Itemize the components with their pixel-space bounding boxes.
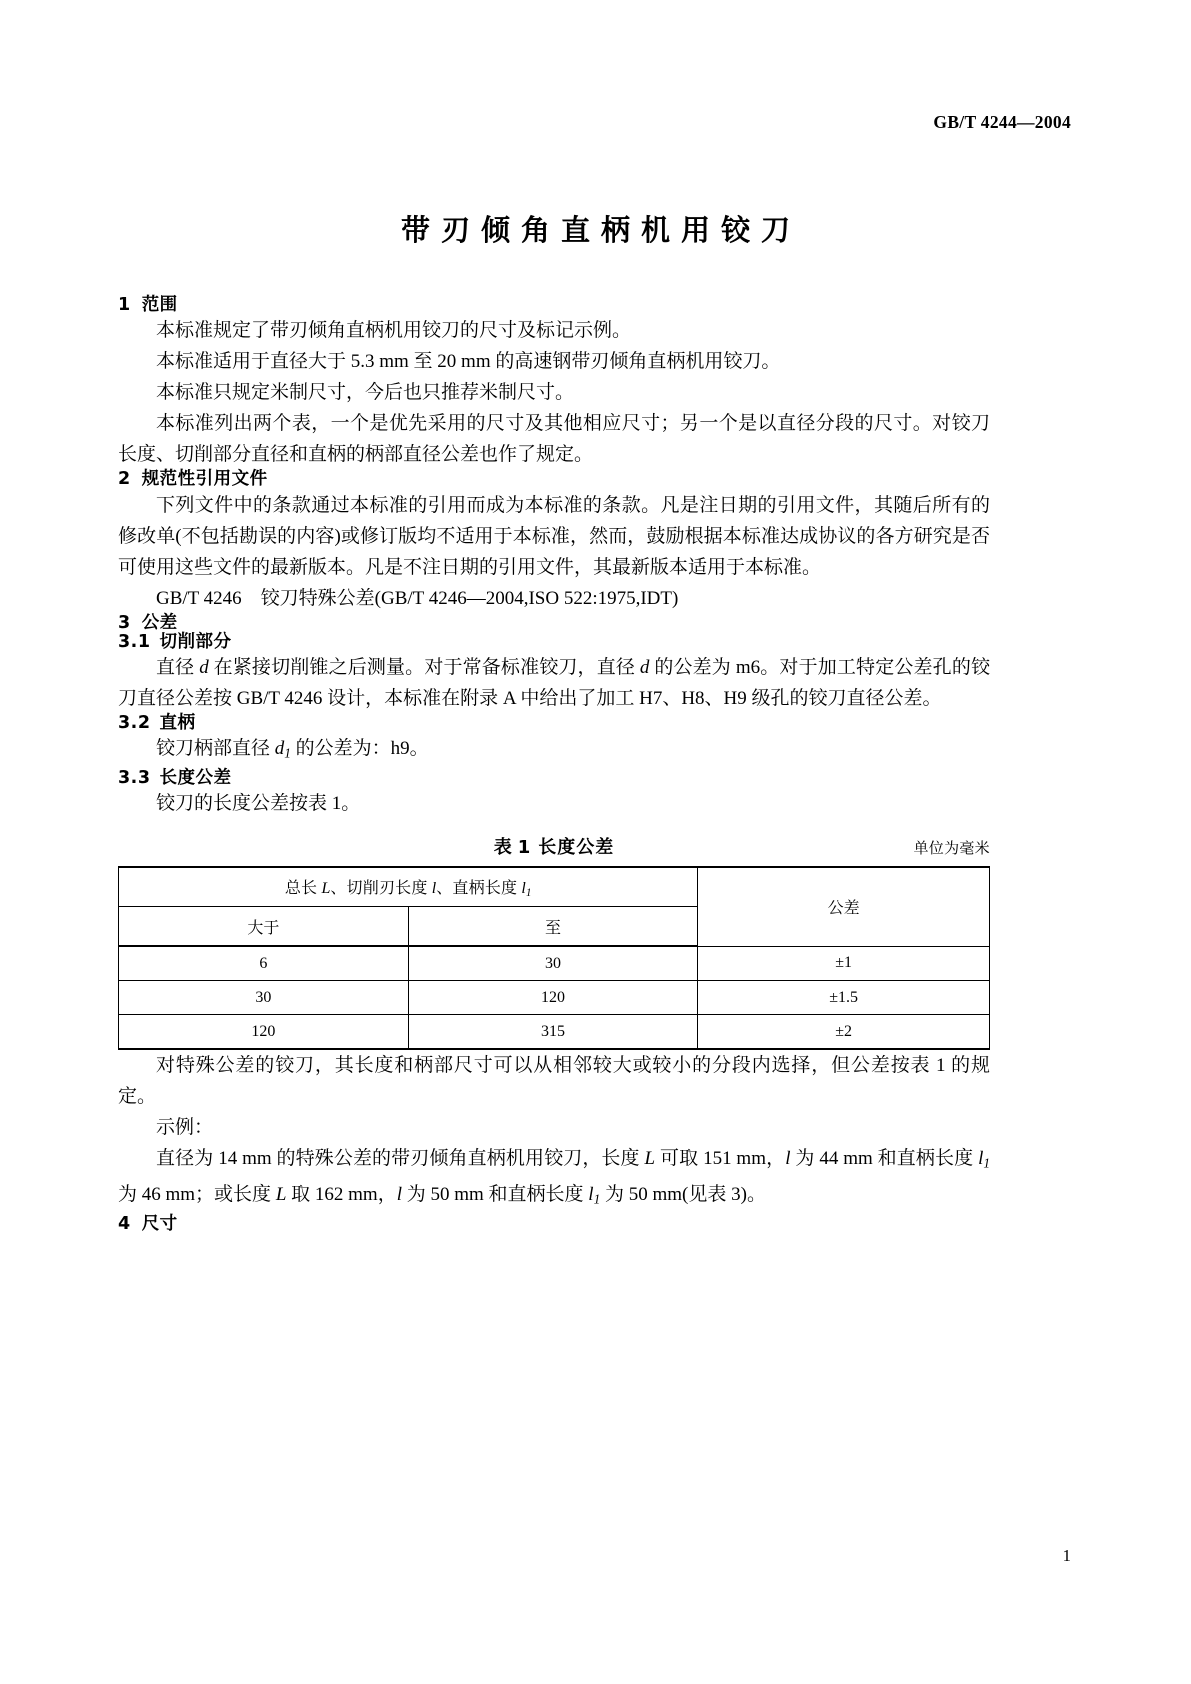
text-run: 总长 <box>284 880 322 898</box>
document-body <box>118 296 990 1234</box>
normative-reference-entry: GB/T 4246 铰刀特殊公差(GB/T 4246—2004,ISO 522:1975,IDT) <box>156 587 679 609</box>
example-label: 示例： <box>156 1117 214 1139</box>
cell-over: 6 <box>119 946 409 981</box>
paragraph-scope-2: 本标准适用于直径大于 5.3 mm 至 20 mm 的高速钢带刃倾角直柄机用铰刀。 <box>156 351 781 373</box>
table-1-caption-row <box>118 833 990 861</box>
variable-l1: l <box>978 1148 984 1170</box>
variable-l1-subscript: 1 <box>525 887 532 900</box>
text-run: 铰刀柄部直径 <box>156 738 275 760</box>
section-heading-3 <box>118 614 990 633</box>
text-run: 在紧接切削锥之后测量。对于常备标准铰刀，直径 <box>208 657 640 678</box>
table-header-tolerance: 公差 <box>698 867 990 946</box>
cell-tolerance: ±1 <box>698 946 990 981</box>
text-run: 取 162 mm， <box>286 1183 397 1205</box>
text-run: 、直柄长度 <box>436 880 522 898</box>
table-caption-number: 1 <box>517 837 532 859</box>
section-title-2: 规范性引用文件 <box>141 469 268 490</box>
paragraph-scope-4: 本标准列出两个表，一个是优先采用的尺寸及其他相应尺寸；另一个是以直径分段的尺寸。对铰刀长度、切削部分直径和直柄的柄部直径公差也作了规定。 <box>118 413 990 466</box>
text-run: 、切削刃长度 <box>330 880 432 898</box>
section-number-3-2: 3.2 <box>118 713 151 733</box>
section-number-4: 4 <box>118 1213 131 1234</box>
paragraph-length-tolerance: 铰刀的长度公差按表 1。 <box>156 793 361 815</box>
section-heading-3-2 <box>118 714 990 733</box>
section-heading-3-3 <box>118 769 990 788</box>
variable-l: l <box>396 1183 402 1205</box>
cell-upto: 315 <box>408 1015 698 1050</box>
variable-d1-subscript: 1 <box>284 745 291 761</box>
table-row <box>119 946 990 981</box>
table-header-dimension-group <box>119 867 698 907</box>
table-1-caption <box>118 833 990 859</box>
cell-over: 120 <box>119 1015 409 1050</box>
section-heading-3-1 <box>118 633 990 652</box>
table-1-unit-note: 单位为毫米 <box>913 841 990 858</box>
variable-L: L <box>275 1183 287 1205</box>
paragraph-cutting-part <box>118 652 990 714</box>
text-run: 直径为 14 mm 的特殊公差的带刃倾角直柄机用铰刀，长度 <box>156 1148 645 1170</box>
text-run: 为 50 mm(见表 3)。 <box>600 1183 766 1205</box>
section-number-3: 3 <box>118 612 131 633</box>
variable-d: d <box>199 657 209 678</box>
text-run: 直径 <box>156 657 200 678</box>
section-title-4: 尺寸 <box>141 1213 178 1234</box>
variable-l1: l <box>521 880 526 898</box>
text-run: 为 44 mm 和直柄长度 <box>790 1148 979 1170</box>
section-number-3-3: 3.3 <box>118 767 151 788</box>
section-number-2: 2 <box>118 469 131 490</box>
section-heading-2 <box>118 470 990 489</box>
cell-upto: 120 <box>408 981 698 1015</box>
table-header-over: 大于 <box>119 907 409 947</box>
section-heading-1 <box>118 296 990 315</box>
text-run: 的公差为 m6。对于加工特定公差孔的铰刀直径公差按 GB/T 4246 设计，本标准在附录 A 中给出了加工 H7、H8、H9 级孔的铰刀直径公差。 <box>118 657 990 709</box>
section-title-3-1: 切削部分 <box>159 631 232 652</box>
variable-l1-subscript: 1 <box>593 1191 601 1207</box>
paragraph-special-tolerance: 对特殊公差的铰刀，其长度和柄部尺寸可以从相邻较大或较小的分段内选择，但公差按表 1 的规定。 <box>118 1055 990 1108</box>
page-title: 带刃倾角直柄机用铰刀 <box>400 213 801 247</box>
running-header-standard-code: GB/T 4244—2004 <box>933 112 1071 132</box>
paragraph-scope-1: 本标准规定了带刃倾角直柄机用铰刀的尺寸及标记示例。 <box>156 320 632 342</box>
text-run: 为 46 mm；或长度 <box>118 1183 276 1205</box>
table-header-row-group <box>119 867 990 907</box>
table-1-block <box>118 833 990 1050</box>
section-heading-4 <box>118 1215 990 1234</box>
section-number-3-1: 3.1 <box>118 631 151 652</box>
section-title-3: 公差 <box>141 612 178 633</box>
paragraph-scope-3: 本标准只规定米制尺寸，今后也只推荐米制尺寸。 <box>156 382 575 404</box>
section-title-3-3: 长度公差 <box>159 767 232 788</box>
text-run: 可取 151 mm， <box>655 1148 786 1170</box>
variable-L: L <box>644 1148 656 1170</box>
table-row <box>119 1015 990 1050</box>
table-1-length-tolerance <box>118 866 990 1050</box>
text-run: 的公差为：h9。 <box>290 738 429 760</box>
table-caption-text: 长度公差 <box>538 837 615 859</box>
table-header-upto: 至 <box>408 907 698 947</box>
variable-d1: d <box>274 738 285 760</box>
paragraph-example <box>118 1143 990 1214</box>
variable-l: l <box>785 1148 791 1170</box>
paragraph-straight-shank <box>118 733 990 769</box>
section-number-1: 1 <box>118 295 131 315</box>
variable-l: l <box>431 880 437 898</box>
page-number: 1 <box>1062 1546 1071 1565</box>
text-run: 为 50 mm 和直柄长度 <box>401 1183 589 1205</box>
variable-L: L <box>321 880 331 898</box>
paragraph-normative-refs: 下列文件中的条款通过本标准的引用而成为本标准的条款。凡是注日期的引用文件，其随后所有的修改单(不包括勘误的内容)或修订版均不适用于本标准，然而，鼓励根据本标准达成协议的各方研究是否可使用这些文件的最新版本。凡是不注日期的引用文件，其最新版本适用于本标准。 <box>118 494 990 578</box>
table-caption-label: 表 <box>493 837 513 859</box>
variable-d: d <box>639 657 650 678</box>
cell-tolerance: ±1.5 <box>698 981 990 1015</box>
cell-over: 30 <box>119 981 409 1015</box>
section-title-1: 范围 <box>141 295 178 315</box>
section-title-3-2: 直柄 <box>159 713 196 733</box>
cell-upto: 30 <box>408 946 698 981</box>
variable-l1: l <box>588 1183 594 1205</box>
table-row <box>119 981 990 1015</box>
variable-l1-subscript: 1 <box>983 1155 990 1171</box>
cell-tolerance: ±2 <box>698 1015 990 1050</box>
